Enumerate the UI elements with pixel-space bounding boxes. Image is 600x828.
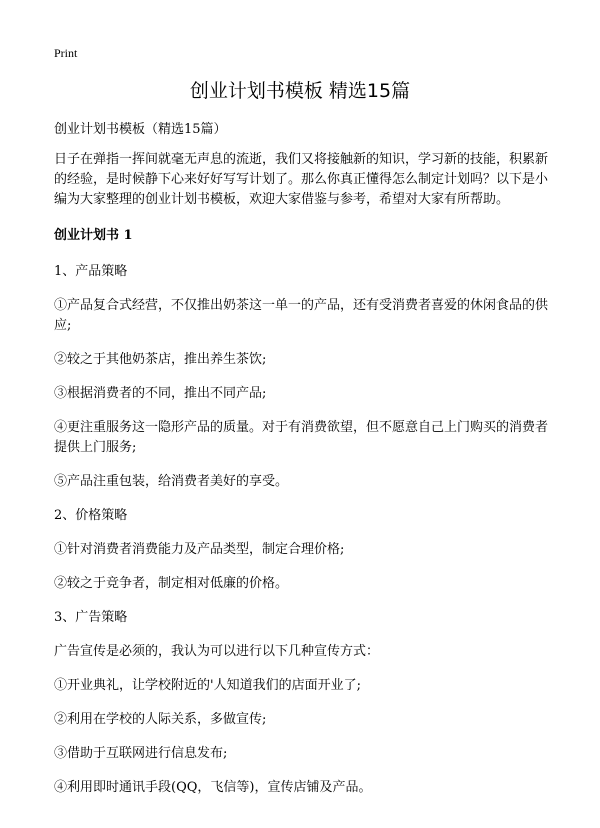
intro-paragraph: 日子在弹指一挥间就毫无声息的流逝，我们又将接触新的知识，学习新的技能，积累新的经验，是时候静下心来好好写写计划了。那么你真正懂得怎么制定计划吗？以下是小编为大家整理的创业计划书模板，欢迎大家借鉴与参考，希望对大家有所帮助。 [54, 152, 549, 207]
paragraph: 广告宣传是必须的，我认为可以进行以下几种宣传方式： [54, 644, 380, 659]
list-item: ②较之于其他奶茶店，推出养生茶饮; [54, 352, 267, 367]
list-item: ①产品复合式经营，不仅推出奶茶这一单一的产品，还有受消费者喜爱的休闲食品的供应; [54, 298, 549, 333]
list-item: ②较之于竞争者，制定相对低廉的价格。 [54, 576, 289, 591]
list-item: ③借助于互联网进行信息发布; [54, 746, 228, 761]
list-item: ④利用即时通讯手段(QQ，飞信等)，宣传店铺及产品。 [54, 780, 372, 795]
list-item: ②利用在学校的人际关系，多做宣传; [54, 712, 267, 727]
section-label-product-strategy: 1、产品策略 [54, 264, 128, 279]
list-item: ④更注重服务这一隐形产品的质量。对于有消费欲望，但不愿意自己上门购买的消费者提供上门服务; [54, 420, 549, 455]
list-item: ③根据消费者的不同，推出不同产品; [54, 386, 267, 401]
document-subtitle: 创业计划书模板（精选15篇） [54, 122, 227, 137]
section-label-price-strategy: 2、价格策略 [54, 508, 128, 523]
page-title: 创业计划书模板 精选15篇 [189, 80, 411, 102]
list-item: ①开业典礼，让学校附近的'人知道我们的店面开业了; [54, 678, 361, 693]
section-heading: 创业计划书 1 [54, 228, 133, 243]
print-link[interactable]: Print [54, 46, 78, 60]
list-item: ⑤产品注重包装，给消费者美好的享受。 [54, 474, 289, 489]
document-body [54, 120, 554, 812]
list-item: ①针对消费者消费能力及产品类型，制定合理价格; [54, 542, 345, 557]
section-label-ad-strategy: 3、广告策略 [54, 610, 128, 625]
